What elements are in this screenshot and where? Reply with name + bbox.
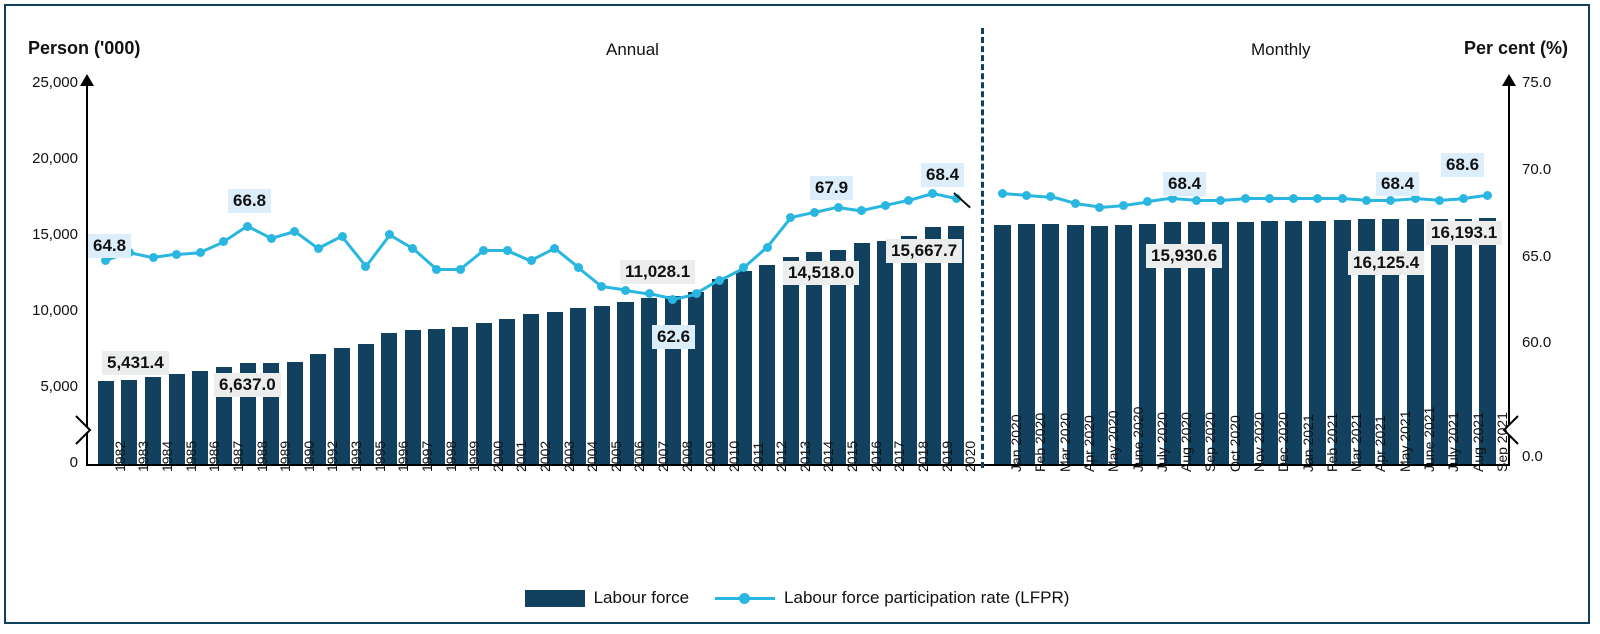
- value-callout: 11,028.1: [620, 260, 695, 284]
- category-label: 2007: [655, 440, 672, 472]
- category-label: July 2021: [1445, 412, 1462, 472]
- line-marker: [1362, 196, 1371, 205]
- bar: [759, 265, 775, 464]
- line-marker: [149, 253, 158, 262]
- bar: [688, 292, 704, 464]
- line-marker: [1338, 194, 1347, 203]
- category-label: June 2020: [1129, 406, 1146, 472]
- legend-item-labour-force: [525, 588, 689, 608]
- line-marker: [621, 286, 630, 295]
- category-label: 2011: [749, 441, 766, 472]
- right-value-axis: [1508, 84, 1510, 466]
- line-marker: [503, 246, 512, 255]
- category-label: 1990: [300, 440, 317, 472]
- line-marker: [645, 289, 654, 298]
- category-label: May 2021: [1396, 410, 1413, 472]
- category-label: 1999: [466, 440, 483, 472]
- category-label: May 2020: [1105, 410, 1122, 472]
- category-label: 2012: [773, 440, 790, 472]
- left-tick-label: 15,000: [32, 226, 78, 243]
- line-marker: [1435, 196, 1444, 205]
- category-label: Dec 2020: [1275, 412, 1292, 472]
- value-callout: 16,125.4: [1348, 251, 1424, 275]
- value-callout: 15,667.7: [886, 239, 962, 263]
- category-label: Sep 2021: [1493, 412, 1510, 472]
- line-marker: [456, 265, 465, 274]
- category-label: 2010: [725, 440, 742, 472]
- category-label: Jan 2021: [1299, 414, 1316, 472]
- category-label: Mar 2020: [1056, 412, 1073, 472]
- line-marker: [1192, 196, 1201, 205]
- category-label: Sep 2020: [1202, 412, 1219, 472]
- line-marker: [196, 248, 205, 257]
- right-tick-label: 60.0: [1522, 334, 1552, 352]
- category-label: 2015: [844, 440, 861, 472]
- left-tick-label: 5,000: [40, 378, 78, 395]
- category-label: Nov 2020: [1251, 412, 1267, 472]
- category-label: Mar 2021: [1348, 412, 1365, 472]
- left-tick-label: 25,000: [32, 74, 78, 91]
- value-callout: 14,518.0: [783, 261, 859, 285]
- category-label: 2019: [938, 440, 955, 472]
- category-label: 1989: [277, 440, 294, 472]
- line-marker: [763, 243, 772, 252]
- line-marker: [1483, 191, 1492, 200]
- legend-item-lfpr: [715, 588, 1069, 608]
- value-callout: 6,637.0: [214, 373, 281, 397]
- category-label: 2013: [796, 440, 813, 472]
- category-label: 1986: [206, 440, 223, 472]
- value-callout: 68.6: [1441, 153, 1484, 177]
- right-tick-label: 65.0: [1522, 247, 1552, 265]
- line-marker: [1216, 196, 1225, 205]
- line-marker: [172, 250, 181, 259]
- line-marker: [243, 222, 252, 231]
- right-axis-title: Per cent (%): [1463, 38, 1568, 58]
- category-label: 1997: [418, 440, 435, 472]
- category-label: 1995: [371, 440, 388, 472]
- annual-panel-title: Annual: [606, 40, 659, 59]
- category-label: Feb 2020: [1032, 412, 1049, 472]
- value-callout: 68.4: [1376, 172, 1419, 196]
- category-label: Jan 2020: [1008, 414, 1025, 472]
- left-tick-label: 10,000: [32, 302, 78, 319]
- category-label: 1996: [395, 440, 412, 472]
- category-label: 1982: [111, 440, 128, 472]
- value-callout: 66.8: [228, 189, 271, 213]
- category-label: Aug 2020: [1178, 412, 1195, 472]
- right-tick-label: 75.0: [1522, 74, 1552, 91]
- line-marker: [1289, 194, 1298, 203]
- line-marker: [1022, 191, 1031, 200]
- category-label: 2016: [867, 440, 884, 472]
- bar: [712, 279, 728, 464]
- monthly-panel-title: Monthly: [1251, 40, 1311, 59]
- category-label: June 2021: [1421, 406, 1437, 472]
- bar: [617, 302, 633, 464]
- line-marker: [1459, 194, 1468, 203]
- category-label: Oct 2020: [1226, 415, 1243, 472]
- legend-bar-swatch: [525, 590, 585, 607]
- value-callout: 62.6: [652, 325, 695, 349]
- category-label: 2003: [560, 440, 577, 472]
- value-callout: 68.4: [1163, 172, 1206, 196]
- line-marker: [527, 256, 536, 265]
- category-label: 2009: [702, 440, 719, 472]
- line-marker: [834, 203, 843, 212]
- line-marker: [1386, 196, 1395, 205]
- category-label: 1985: [182, 440, 199, 472]
- value-callout: 15,930.6: [1146, 244, 1222, 268]
- category-label: 2002: [537, 440, 553, 472]
- line-marker: [998, 189, 1007, 198]
- line-marker: [1265, 194, 1274, 203]
- category-label: 1992: [324, 440, 341, 472]
- category-label: Feb 2021: [1323, 412, 1340, 472]
- line-marker: [1119, 201, 1128, 210]
- category-label: 1987: [229, 440, 246, 472]
- bar: [901, 236, 917, 464]
- value-callout: 64.8: [88, 234, 131, 258]
- value-callout: 67.9: [810, 176, 853, 200]
- category-label: 2014: [820, 440, 837, 472]
- chart-legend: [6, 588, 1588, 608]
- category-label: 1993: [348, 440, 365, 472]
- category-label: Aug 2021: [1469, 412, 1486, 472]
- line-marker: [881, 201, 890, 210]
- line-marker: [810, 208, 819, 217]
- category-label: July 2020: [1153, 412, 1170, 472]
- bar: [665, 296, 681, 464]
- category-label: 2000: [489, 440, 506, 472]
- bar: [877, 241, 893, 464]
- bar: [783, 257, 799, 464]
- category-label: 2018: [914, 440, 931, 472]
- line-marker: [1095, 203, 1104, 212]
- right-tick-label: 70.0: [1522, 160, 1552, 178]
- category-label: 1988: [253, 440, 270, 472]
- category-label: 2001: [513, 440, 530, 472]
- category-label: 1984: [159, 440, 176, 472]
- left-tick-label: 0: [69, 454, 78, 471]
- left-axis-title: Person ('000): [28, 38, 141, 58]
- line-marker: [1241, 194, 1250, 203]
- bar: [641, 298, 657, 464]
- category-label: 2006: [631, 440, 648, 472]
- left-tick-label: 20,000: [32, 150, 78, 167]
- line-marker: [338, 232, 347, 241]
- category-label: 2017: [891, 440, 908, 472]
- line-marker: [668, 295, 677, 304]
- chart-frame: [4, 4, 1590, 624]
- category-label: 1983: [135, 440, 152, 472]
- value-callout: 16,193.1: [1426, 221, 1502, 245]
- line-marker: [1071, 199, 1080, 208]
- category-label: 2004: [584, 440, 601, 472]
- legend-label-labour-force: Labour force: [593, 588, 690, 607]
- category-label: 2008: [678, 440, 695, 472]
- category-label: 1998: [442, 440, 459, 472]
- line-marker: [928, 189, 937, 198]
- bar: [736, 271, 752, 464]
- category-label: Apr 2021: [1372, 415, 1389, 472]
- line-marker: [267, 234, 276, 243]
- line-marker: [361, 262, 370, 271]
- legend-label-lfpr: Labour force participation rate (LFPR): [784, 588, 1070, 607]
- category-label: 2020: [962, 440, 979, 472]
- value-callout: 68.4: [921, 163, 964, 187]
- value-callout: 5,431.4: [102, 351, 169, 375]
- category-label: Apr 2020: [1081, 415, 1097, 472]
- category-label: 2005: [607, 440, 624, 472]
- legend-line-swatch: [715, 592, 775, 604]
- right-tick-label: 0.0: [1522, 448, 1543, 465]
